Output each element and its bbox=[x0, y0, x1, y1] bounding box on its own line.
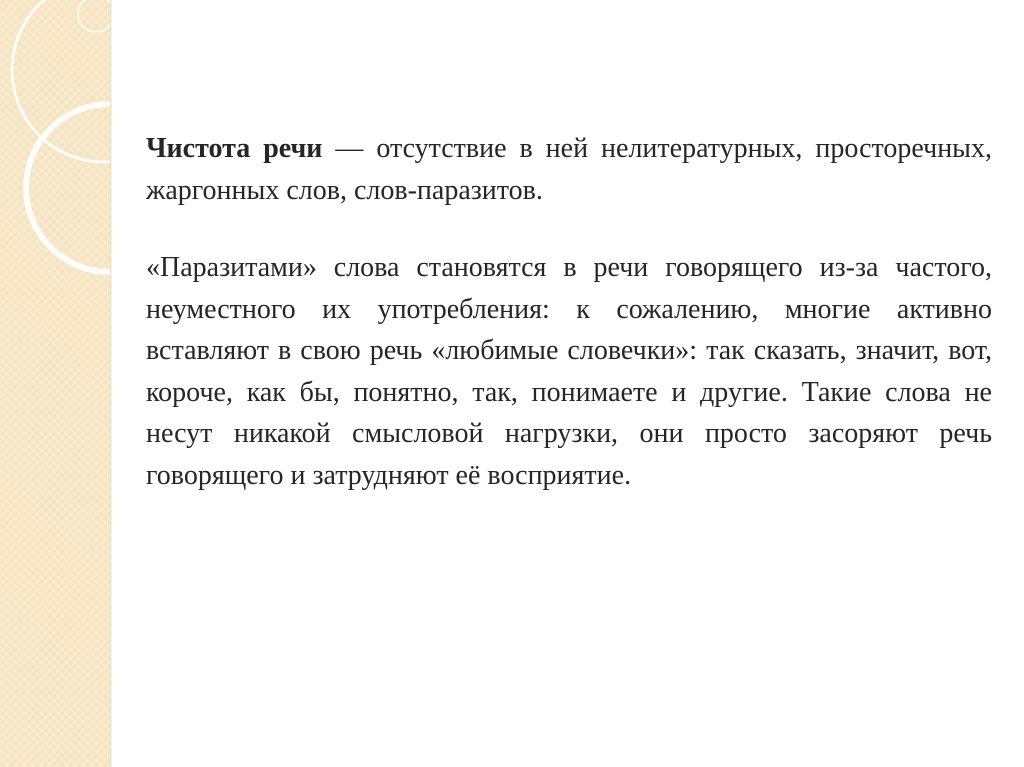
decorative-side-band bbox=[0, 0, 112, 767]
term-definition: — отсутствие в ней нелитературных, просторечных, жаргонных слов, слов-паразитов. bbox=[146, 133, 992, 206]
slide-content bbox=[146, 128, 992, 496]
band-divider bbox=[110, 0, 112, 767]
decorative-rings-icon bbox=[0, 0, 112, 767]
explanation-paragraph: «Паразитами» слова становятся в речи говорящего из-за частого, неуместного их употребления: к сожалению, многие активно вставляют в свою речь «любимые словечки»: так сказать, значит, вот, короче, как бы, понятно, так, понимаете и другие. Такие слова не несут никакой смысловой нагрузки, они просто засоряют речь говорящего и затрудняют её восприятие. bbox=[146, 252, 992, 491]
term-heading: Чистота речи bbox=[146, 133, 323, 164]
definition-paragraph bbox=[146, 128, 992, 211]
